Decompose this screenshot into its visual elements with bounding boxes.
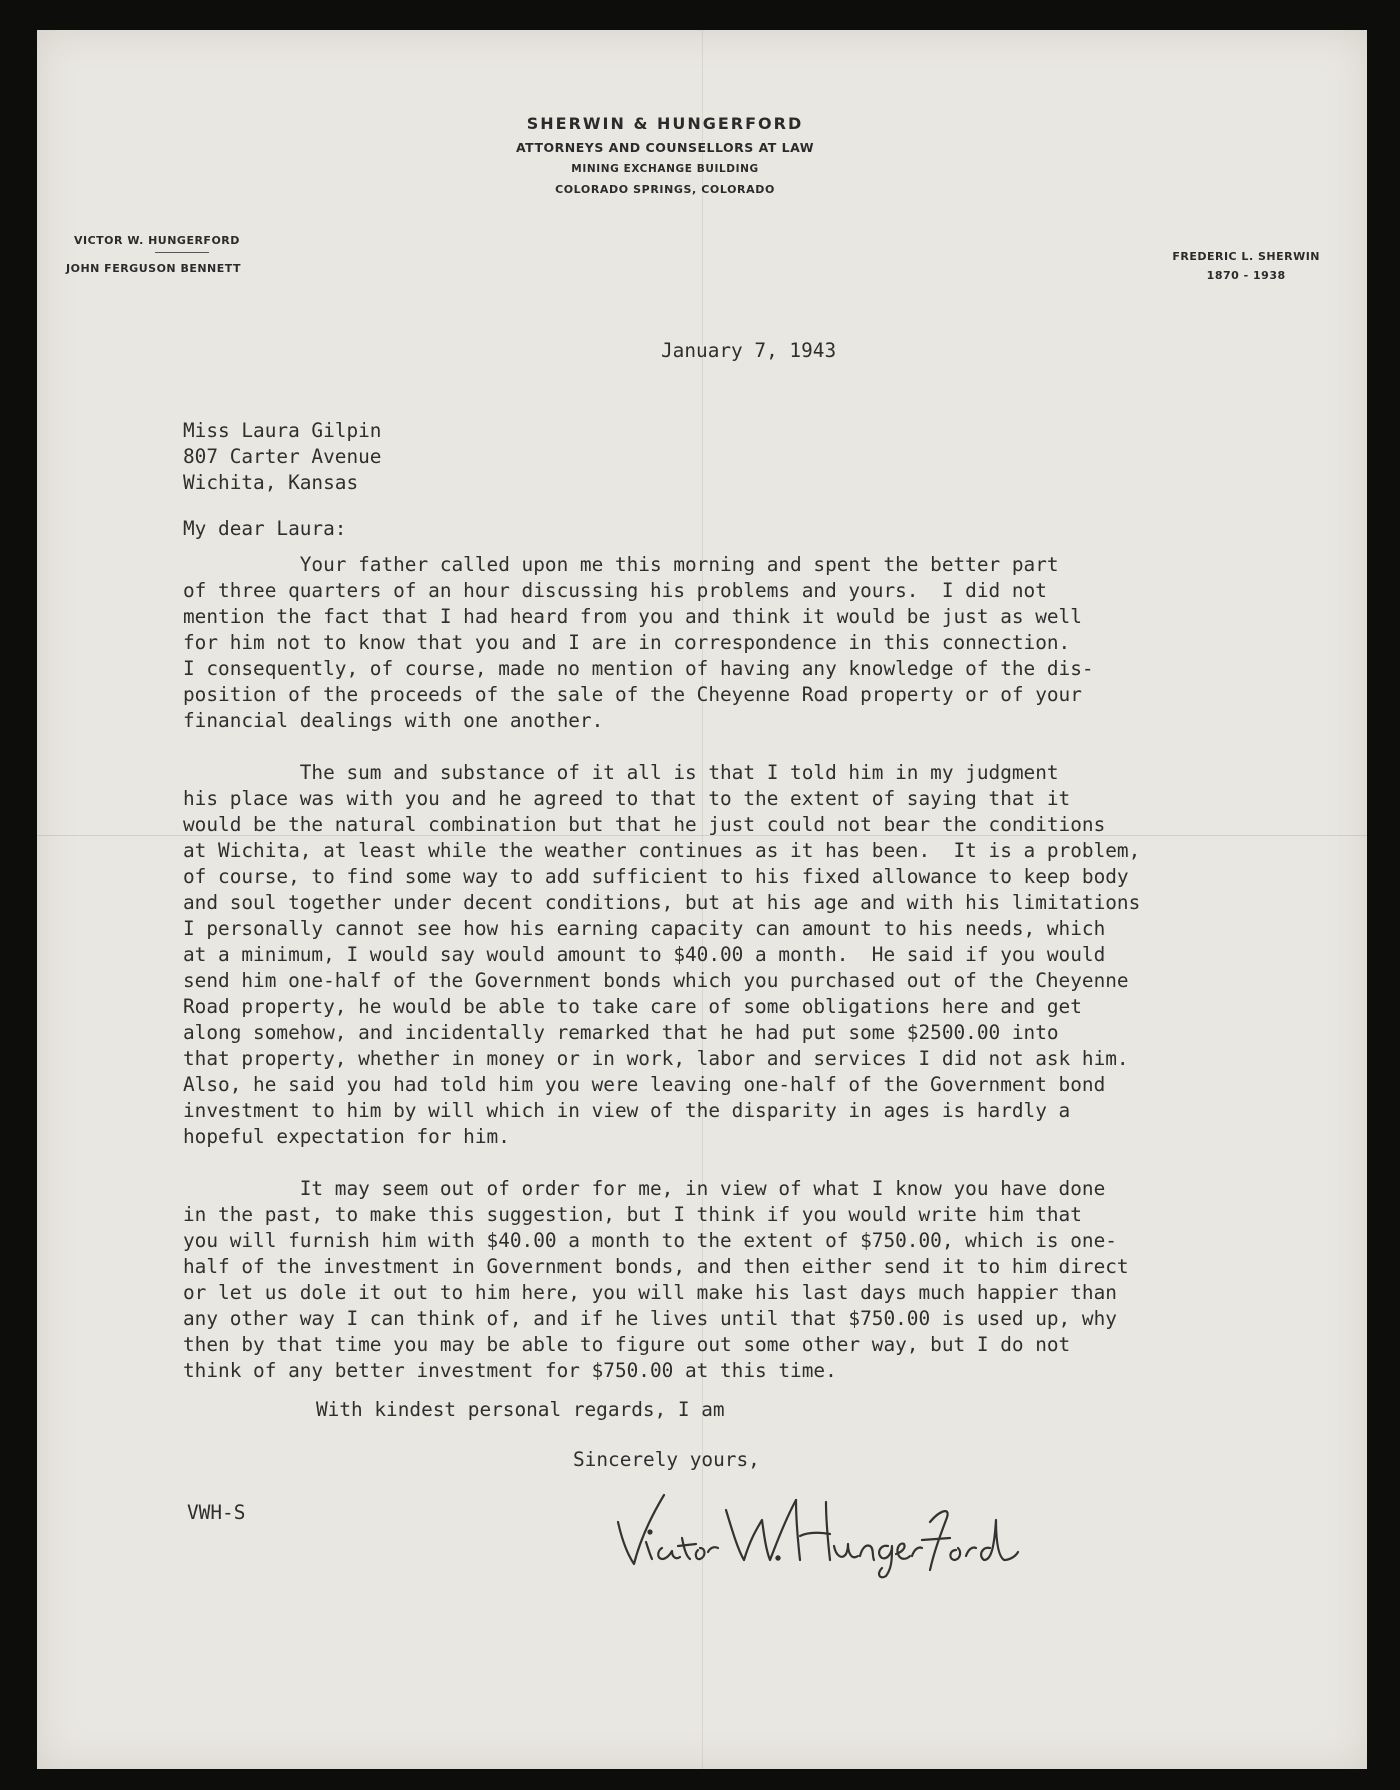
body-line: I consequently, of course, made no mention of having any knowledge of the dis- bbox=[183, 657, 1094, 680]
recipient-line: Wichita, Kansas bbox=[183, 471, 359, 494]
recipient-address bbox=[183, 418, 381, 496]
body-line: along somehow, and incidentally remarked that he had put some $2500.00 into bbox=[183, 1021, 1059, 1044]
recipient-line: Miss Laura Gilpin bbox=[183, 419, 382, 442]
deceased-partner-years: 1870 - 1938 bbox=[1206, 269, 1286, 282]
body-line: The sum and substance of it all is that I told him in my judgment bbox=[183, 761, 1059, 784]
deceased-partner bbox=[1172, 250, 1320, 282]
body-line: at a minimum, I would say would amount to $40.00 a month. He said if you would bbox=[183, 943, 1106, 966]
letter-date: January 7, 1943 bbox=[661, 339, 837, 362]
partner-name: VICTOR W. HUNGERFORD bbox=[74, 234, 240, 247]
body-line: Also, he said you had told him you were leaving one-half of the Government bond bbox=[183, 1073, 1106, 1096]
body-line: for him not to know that you and I are in correspondence in this connection. bbox=[183, 631, 1071, 654]
body-line: It may seem out of order for me, in view of what I know you have done bbox=[183, 1177, 1106, 1200]
body-line: hopeful expectation for him. bbox=[183, 1125, 510, 1148]
body-line: mention the fact that I had heard from you and think it would be just as well bbox=[183, 605, 1082, 628]
partner-name: JOHN FERGUSON BENNETT bbox=[66, 262, 242, 275]
signoff: Sincerely yours, bbox=[573, 1448, 760, 1471]
body-line: would be the natural combination but that he just could not bear the conditions bbox=[183, 813, 1106, 836]
body-line: of course, to find some way to add sufficient to his fixed allowance to keep body bbox=[183, 865, 1129, 888]
body-line: his place was with you and he agreed to that to the extent of saying that it bbox=[183, 787, 1071, 810]
body-line: investment to him by will which in view of the disparity in ages is hardly a bbox=[183, 1099, 1071, 1122]
body-line: you will furnish him with $40.00 a month to the extent of $750.00, which is one- bbox=[183, 1229, 1117, 1252]
handwritten-signature bbox=[600, 1460, 1020, 1580]
typist-initials: VWH-S bbox=[187, 1501, 246, 1524]
body-line: any other way I can think of, and if he lives until that $750.00 is used up, why bbox=[183, 1307, 1117, 1330]
closing: With kindest personal regards, I am bbox=[316, 1398, 725, 1421]
body-line: and soul together under decent conditions, but at his age and with his limitations bbox=[183, 891, 1141, 914]
divider bbox=[155, 252, 209, 253]
firm-building: MINING EXCHANGE BUILDING bbox=[571, 163, 759, 175]
recipient-line: 807 Carter Avenue bbox=[183, 445, 382, 468]
body-line: think of any better investment for $750.00 at this time. bbox=[183, 1359, 837, 1382]
body-line: then by that time you may be able to figure out some other way, but I do not bbox=[183, 1333, 1071, 1356]
body-line: of three quarters of an hour discussing his problems and yours. I did not bbox=[183, 579, 1047, 602]
body-line: send him one-half of the Government bonds which you purchased out of the Cheyenne bbox=[183, 969, 1129, 992]
body-line: Road property, he would be able to take care of some obligations here and get bbox=[183, 995, 1082, 1018]
body-line: financial dealings with one another. bbox=[183, 709, 604, 732]
body-line: in the past, to make this suggestion, but I think if you would write him that bbox=[183, 1203, 1082, 1226]
firm-city: COLORADO SPRINGS, COLORADO bbox=[555, 183, 775, 196]
body-line: Your father called upon me this morning and spent the better part bbox=[183, 553, 1059, 576]
salutation: My dear Laura: bbox=[183, 517, 347, 540]
body-line: that property, whether in money or in work, labor and services I did not ask him. bbox=[183, 1047, 1129, 1070]
body-line: position of the proceeds of the sale of the Cheyenne Road property or of your bbox=[183, 683, 1082, 706]
body-line: at Wichita, at least while the weather continues as it has been. It is a problem, bbox=[183, 839, 1141, 862]
firm-name: SHERWIN & HUNGERFORD bbox=[526, 114, 804, 133]
deceased-partner-name: FREDERIC L. SHERWIN bbox=[1172, 250, 1320, 263]
body-line: or let us dole it out to him here, you will make his last days much happier than bbox=[183, 1281, 1117, 1304]
body-line: I personally cannot see how his earning capacity can amount to his needs, which bbox=[183, 917, 1106, 940]
firm-subtitle: ATTORNEYS AND COUNSELLORS AT LAW bbox=[515, 140, 815, 155]
body-line: half of the investment in Government bonds, and then either send it to him direct bbox=[183, 1255, 1129, 1278]
